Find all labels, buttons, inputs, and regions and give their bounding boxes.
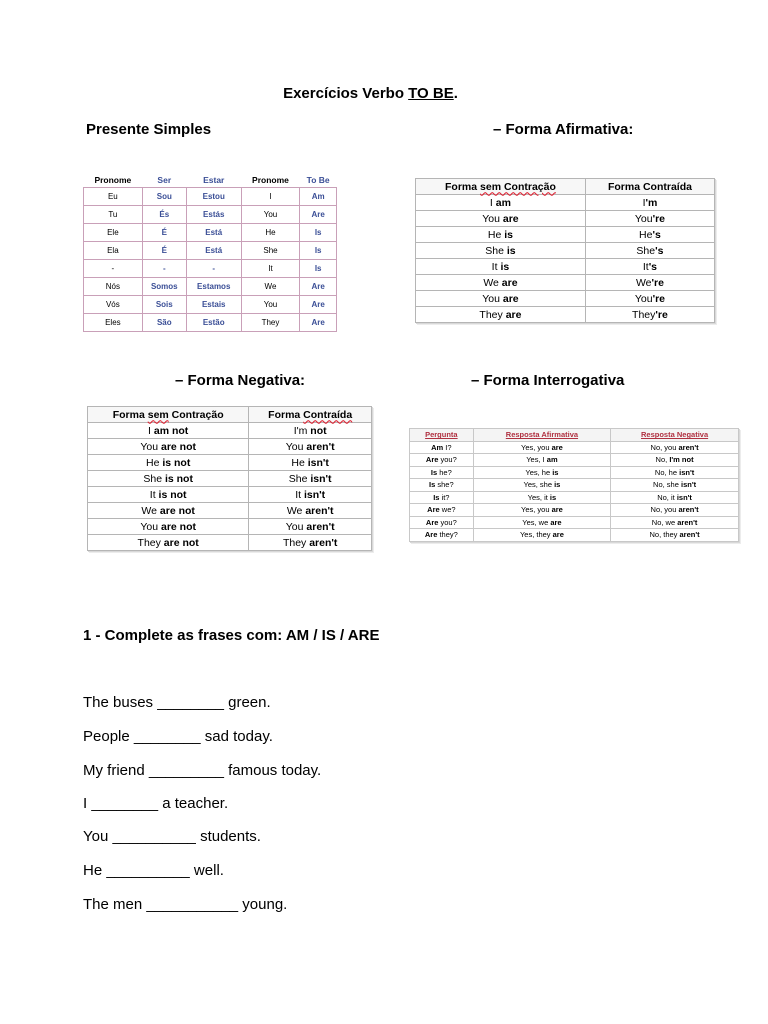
cell-text: is: [504, 228, 513, 241]
cell-text: aren't: [309, 536, 338, 549]
cell-text: is not: [162, 456, 191, 469]
interrogative-table-cell: [410, 529, 474, 542]
pronoun-cell: És: [142, 206, 186, 224]
affirmative-table-cell: [416, 195, 586, 211]
pronoun-cell: Eu: [84, 188, 143, 206]
pronoun-cell: Somos: [142, 278, 186, 296]
pronoun-cell: You: [241, 206, 300, 224]
cell-text: No, we: [651, 517, 678, 527]
heading-negative: – Forma Negativa:: [175, 372, 306, 389]
cell-text: He: [291, 456, 308, 469]
interrogative-table-row: [410, 466, 739, 479]
interrogative-table-cell: [473, 454, 610, 467]
cell-text: She: [636, 244, 656, 257]
cell-text: You: [634, 212, 653, 225]
cell-text: No,: [655, 455, 670, 465]
cell-text: 're: [655, 308, 668, 321]
interrogative-table-row: [410, 516, 739, 529]
cell-text: aren't: [305, 504, 334, 517]
cell-text: are: [550, 517, 562, 527]
cell-text: is: [552, 467, 559, 477]
interrogative-table-row: [410, 479, 739, 492]
cell-text: We: [286, 504, 306, 517]
affirmative-header-cell: [416, 179, 586, 195]
pronoun-cell: Are: [300, 278, 337, 296]
affirmative-table-row: [416, 259, 715, 275]
pronoun-cell: Tu: [84, 206, 143, 224]
cell-text: You: [285, 520, 307, 533]
interrogative-table-cell: [611, 466, 739, 479]
interrogative-table-row: [410, 529, 739, 542]
negative-table-cell: [88, 423, 249, 439]
negative-table-row: [88, 503, 372, 519]
title-underlined: TO BE: [408, 85, 454, 102]
cell-text: am: [546, 455, 558, 465]
interrogative-table-cell: [410, 491, 474, 504]
negative-table-cell: [249, 535, 372, 551]
cell-text: Am: [431, 442, 444, 452]
pronoun-cell: Estou: [186, 188, 241, 206]
cell-text: is: [549, 492, 557, 502]
interrogative-table-cell: [410, 441, 474, 454]
negative-table-cell: [249, 455, 372, 471]
header-text: Forma: [445, 180, 481, 193]
cell-text: We: [141, 504, 160, 517]
interrogative-table-cell: [611, 529, 739, 542]
interrogative-table-cell: [611, 516, 739, 529]
cell-text: he?: [437, 467, 452, 477]
cell-text: are: [505, 308, 522, 321]
cell-text: They: [282, 536, 310, 549]
pronoun-cell: You: [241, 296, 300, 314]
cell-text: I?: [443, 442, 452, 452]
interrogative-header-cell: Resposta Afirmativa: [473, 429, 610, 442]
cell-text: Is: [429, 480, 436, 490]
exercise-sentence: People ________ sad today.: [83, 728, 273, 745]
interrogative-table-cell: [410, 466, 474, 479]
cell-text: He: [487, 228, 505, 241]
cell-text: You: [482, 292, 503, 305]
interrogative-table-cell: [473, 516, 610, 529]
pronoun-table-row: [84, 296, 337, 314]
pronoun-cell: Nós: [84, 278, 143, 296]
pronoun-cell: Estão: [186, 314, 241, 332]
header-text: Forma: [268, 408, 304, 421]
affirmative-table-cell: [585, 195, 714, 211]
cell-text: you?: [438, 517, 457, 527]
affirmative-table-row: [416, 275, 715, 291]
affirmative-table-cell: [416, 211, 586, 227]
pronoun-table-body: [84, 188, 337, 332]
pronoun-cell: Is: [300, 242, 337, 260]
interrogative-table-cell: [410, 479, 474, 492]
cell-text: are: [552, 530, 564, 540]
pronoun-cell: É: [142, 242, 186, 260]
negative-table-cell: [88, 439, 249, 455]
negative-table-row: [88, 471, 372, 487]
cell-text: aren't: [678, 505, 699, 515]
affirmative-table-cell: [585, 227, 714, 243]
interrogative-table-row: [410, 441, 739, 454]
pronoun-cell: Are: [300, 296, 337, 314]
pronoun-header-cell: Estar: [186, 172, 241, 188]
negative-table-cell: [249, 439, 372, 455]
cell-text: Is: [430, 467, 438, 477]
cell-text: Yes, you: [521, 442, 552, 452]
interrogative-table-cell: [473, 504, 610, 517]
cell-text: it?: [439, 492, 450, 502]
cell-text: are: [501, 276, 518, 289]
cell-text: You: [285, 440, 307, 453]
cell-text: She: [143, 472, 165, 485]
interrogative-header-cell: Resposta Negativa: [611, 429, 739, 442]
exercise-sentence: My friend _________ famous today.: [83, 762, 322, 779]
affirmative-table-row: [416, 227, 715, 243]
pronoun-table-row: [84, 206, 337, 224]
negative-table-header: [88, 407, 372, 423]
affirmative-table-cell: [585, 243, 714, 259]
header-text: Contraída: [303, 408, 353, 421]
cell-text: They: [632, 308, 656, 321]
negative-table-row: [88, 423, 372, 439]
pronoun-cell: He: [241, 224, 300, 242]
pronoun-table-row: [84, 188, 337, 206]
cell-text: You: [140, 440, 161, 453]
exercise-sentence: He __________ well.: [83, 862, 224, 879]
pronoun-cell: Ele: [84, 224, 143, 242]
pronoun-header-cell: To Be: [300, 172, 337, 188]
negative-table-cell: [88, 487, 249, 503]
affirmative-table-body: [416, 195, 715, 323]
pronoun-header-cell: Pronome: [241, 172, 300, 188]
pronoun-table-header: [84, 172, 337, 188]
cell-text: I: [489, 196, 496, 209]
pronoun-table-row: [84, 278, 337, 296]
interrogative-table-cell: [473, 441, 610, 454]
cell-text: is: [554, 480, 561, 490]
pronoun-cell: She: [241, 242, 300, 260]
pronoun-cell: -: [142, 260, 186, 278]
cell-text: She: [288, 472, 311, 485]
cell-text: aren't: [306, 440, 335, 453]
cell-text: we?: [439, 505, 456, 515]
interrogative-table-cell: [473, 529, 610, 542]
cell-text: Yes, she: [523, 480, 555, 490]
cell-text: 're: [652, 212, 666, 225]
negative-table-row: [88, 487, 372, 503]
cell-text: Yes, they: [519, 530, 553, 540]
cell-text: 're: [652, 292, 666, 305]
cell-text: He: [146, 456, 163, 469]
cell-text: It: [642, 260, 649, 273]
cell-text: aren't: [306, 520, 335, 533]
negative-table-cell: [249, 471, 372, 487]
document-title: [0, 85, 741, 102]
cell-text: Are: [425, 455, 439, 465]
interrogative-table-cell: [473, 491, 610, 504]
header-text: Forma: [112, 408, 148, 421]
pronoun-table: [83, 172, 337, 332]
negative-header-cell: [249, 407, 372, 423]
cell-text: Is: [433, 492, 440, 502]
affirmative-table-header: [416, 179, 715, 195]
pronoun-cell: São: [142, 314, 186, 332]
cell-text: It: [295, 488, 304, 501]
cell-text: are not: [160, 520, 196, 533]
pronoun-cell: -: [84, 260, 143, 278]
cell-text: isn't: [310, 472, 332, 485]
pronoun-cell: Am: [300, 188, 337, 206]
cell-text: aren't: [677, 517, 698, 527]
cell-text: isn't: [679, 467, 695, 477]
negative-table-row: [88, 455, 372, 471]
cell-text: 're: [651, 276, 664, 289]
pronoun-cell: Estais: [186, 296, 241, 314]
exercise-sentence: The men ___________ young.: [83, 896, 288, 913]
affirmative-header-cell: Forma Contraída: [585, 179, 714, 195]
cell-text: We: [483, 276, 502, 289]
cell-text: Yes, you: [521, 505, 552, 515]
affirmative-table-cell: [585, 259, 714, 275]
cell-text: isn't: [680, 480, 697, 490]
pronoun-table-row: [84, 224, 337, 242]
pronoun-cell: Eles: [84, 314, 143, 332]
interrogative-table-cell: [611, 491, 739, 504]
cell-text: she?: [435, 480, 454, 490]
negative-table-cell: [249, 519, 372, 535]
affirmative-table-cell: [585, 211, 714, 227]
pronoun-header-cell: Ser: [142, 172, 186, 188]
cell-text: are: [551, 505, 563, 515]
cell-text: No, she: [653, 480, 681, 490]
negative-table-cell: [88, 535, 249, 551]
cell-text: Yes, it: [527, 492, 550, 502]
cell-text: I'm: [293, 424, 311, 437]
negative-table-cell: [88, 455, 249, 471]
cell-text: is: [506, 244, 516, 257]
negative-table-cell: [249, 487, 372, 503]
affirmative-table: [415, 178, 715, 323]
interrogative-table-cell: [410, 504, 474, 517]
pronoun-cell: Are: [300, 314, 337, 332]
title-prefix: Exercícios Verbo: [283, 85, 409, 102]
cell-text: They: [479, 308, 506, 321]
negative-table-cell: [88, 503, 249, 519]
cell-text: are: [551, 442, 563, 452]
interrogative-table-cell: [611, 479, 739, 492]
pronoun-cell: Vós: [84, 296, 143, 314]
interrogative-table-cell: [611, 504, 739, 517]
cell-text: are: [502, 212, 519, 225]
cell-text: is: [500, 260, 510, 273]
interrogative-table-cell: [473, 466, 610, 479]
cell-text: are not: [160, 440, 196, 453]
cell-text: I: [642, 196, 646, 209]
cell-text: He: [639, 228, 653, 241]
cell-text: Yes, we: [522, 517, 551, 527]
cell-text: is not: [164, 472, 193, 485]
interrogative-header-cell: Pergunta: [410, 429, 474, 442]
cell-text: are: [502, 292, 519, 305]
interrogative-table-cell: [611, 454, 739, 467]
interrogative-table-header: [410, 429, 739, 442]
negative-table-body: [88, 423, 372, 551]
cell-text: 's: [655, 244, 664, 257]
negative-header-cell: [88, 407, 249, 423]
interrogative-table-row: [410, 504, 739, 517]
cell-text: No, he: [654, 467, 680, 477]
affirmative-table-row: [416, 243, 715, 259]
negative-table-cell: [249, 423, 372, 439]
pronoun-cell: É: [142, 224, 186, 242]
cell-text: Are: [425, 517, 439, 527]
affirmative-table-row: [416, 195, 715, 211]
cell-text: I'm not: [669, 455, 694, 465]
interrogative-table-cell: [473, 479, 610, 492]
pronoun-table-row: [84, 314, 337, 332]
cell-text: They: [137, 536, 164, 549]
pronoun-header-cell: Pronome: [84, 172, 143, 188]
header-text: sem Contração: [480, 180, 556, 193]
interrogative-table-body: [410, 441, 739, 541]
affirmative-table-cell: [416, 291, 586, 307]
heading-affirmative: – Forma Afirmativa:: [493, 121, 634, 138]
cell-text: am not: [153, 424, 189, 437]
negative-table: [87, 406, 372, 551]
cell-text: Yes, he: [525, 467, 553, 477]
cell-text: No, they: [649, 530, 680, 540]
affirmative-table-row: [416, 307, 715, 323]
cell-text: It: [149, 488, 159, 501]
pronoun-table-row: [84, 242, 337, 260]
interrogative-table-row: [410, 454, 739, 467]
negative-table-cell: [88, 519, 249, 535]
cell-text: It: [491, 260, 501, 273]
cell-text: are not: [163, 536, 199, 549]
cell-text: not: [310, 424, 327, 437]
cell-text: 's: [652, 228, 661, 241]
cell-text: No, you: [650, 442, 679, 452]
interrogative-table: [409, 428, 739, 542]
cell-text: isn't: [307, 456, 329, 469]
cell-text: isn't: [303, 488, 326, 501]
interrogative-table-cell: [410, 516, 474, 529]
cell-text: are not: [159, 504, 195, 517]
exercise-sentence: You __________ students.: [83, 828, 261, 845]
cell-text: Are: [427, 505, 440, 515]
pronoun-cell: They: [241, 314, 300, 332]
affirmative-table-cell: [416, 275, 586, 291]
cell-text: you?: [438, 455, 457, 465]
pronoun-cell: Estás: [186, 206, 241, 224]
negative-table-row: [88, 535, 372, 551]
affirmative-table-cell: [416, 307, 586, 323]
cell-text: Yes, I: [526, 455, 547, 465]
pronoun-cell: Is: [300, 224, 337, 242]
affirmative-table-cell: [416, 243, 586, 259]
exercise-sentence: The buses ________ green.: [83, 694, 271, 711]
affirmative-table-cell: [416, 227, 586, 243]
pronoun-cell: Are: [300, 206, 337, 224]
header-text: sem: [147, 408, 169, 421]
pronoun-cell: I: [241, 188, 300, 206]
pronoun-cell: -: [186, 260, 241, 278]
cell-text: We: [635, 276, 652, 289]
pronoun-cell: Is: [300, 260, 337, 278]
cell-text: they?: [437, 530, 458, 540]
affirmative-table-row: [416, 211, 715, 227]
affirmative-table-cell: [416, 259, 586, 275]
header-text: Contração: [168, 408, 224, 421]
pronoun-cell: Sou: [142, 188, 186, 206]
interrogative-table-cell: [611, 441, 739, 454]
affirmative-table-cell: [585, 275, 714, 291]
title-suffix: .: [453, 85, 458, 102]
heading-present-simple: Presente Simples: [86, 121, 212, 138]
interrogative-table-cell: [410, 454, 474, 467]
pronoun-cell: Está: [186, 224, 241, 242]
cell-text: She: [485, 244, 507, 257]
negative-table-cell: [249, 503, 372, 519]
affirmative-table-cell: [585, 307, 714, 323]
cell-text: No, you: [650, 505, 679, 515]
cell-text: isn't: [676, 492, 692, 502]
pronoun-cell: Está: [186, 242, 241, 260]
cell-text: aren't: [678, 442, 699, 452]
cell-text: You: [634, 292, 653, 305]
cell-text: You: [140, 520, 161, 533]
negative-table-row: [88, 519, 372, 535]
cell-text: 's: [648, 260, 658, 273]
negative-table-row: [88, 439, 372, 455]
cell-text: 'm: [645, 196, 658, 209]
pronoun-cell: It: [241, 260, 300, 278]
pronoun-cell: Sois: [142, 296, 186, 314]
exercise-title: 1 - Complete as frases com: AM / IS / ARE: [83, 627, 380, 644]
cell-text: No, it: [657, 492, 677, 502]
affirmative-table-cell: [585, 291, 714, 307]
negative-table-cell: [88, 471, 249, 487]
cell-text: is not: [158, 488, 187, 501]
cell-text: am: [495, 196, 511, 209]
cell-text: You: [482, 212, 503, 225]
pronoun-cell: We: [241, 278, 300, 296]
cell-text: aren't: [679, 530, 700, 540]
pronoun-table-row: [84, 260, 337, 278]
pronoun-cell: Estamos: [186, 278, 241, 296]
pronoun-cell: Ela: [84, 242, 143, 260]
cell-text: I: [148, 424, 154, 437]
cell-text: Are: [424, 530, 438, 540]
interrogative-table-row: [410, 491, 739, 504]
exercise-sentence: I ________ a teacher.: [83, 795, 229, 812]
affirmative-table-row: [416, 291, 715, 307]
heading-interrogative: – Forma Interrogativa: [471, 372, 625, 389]
